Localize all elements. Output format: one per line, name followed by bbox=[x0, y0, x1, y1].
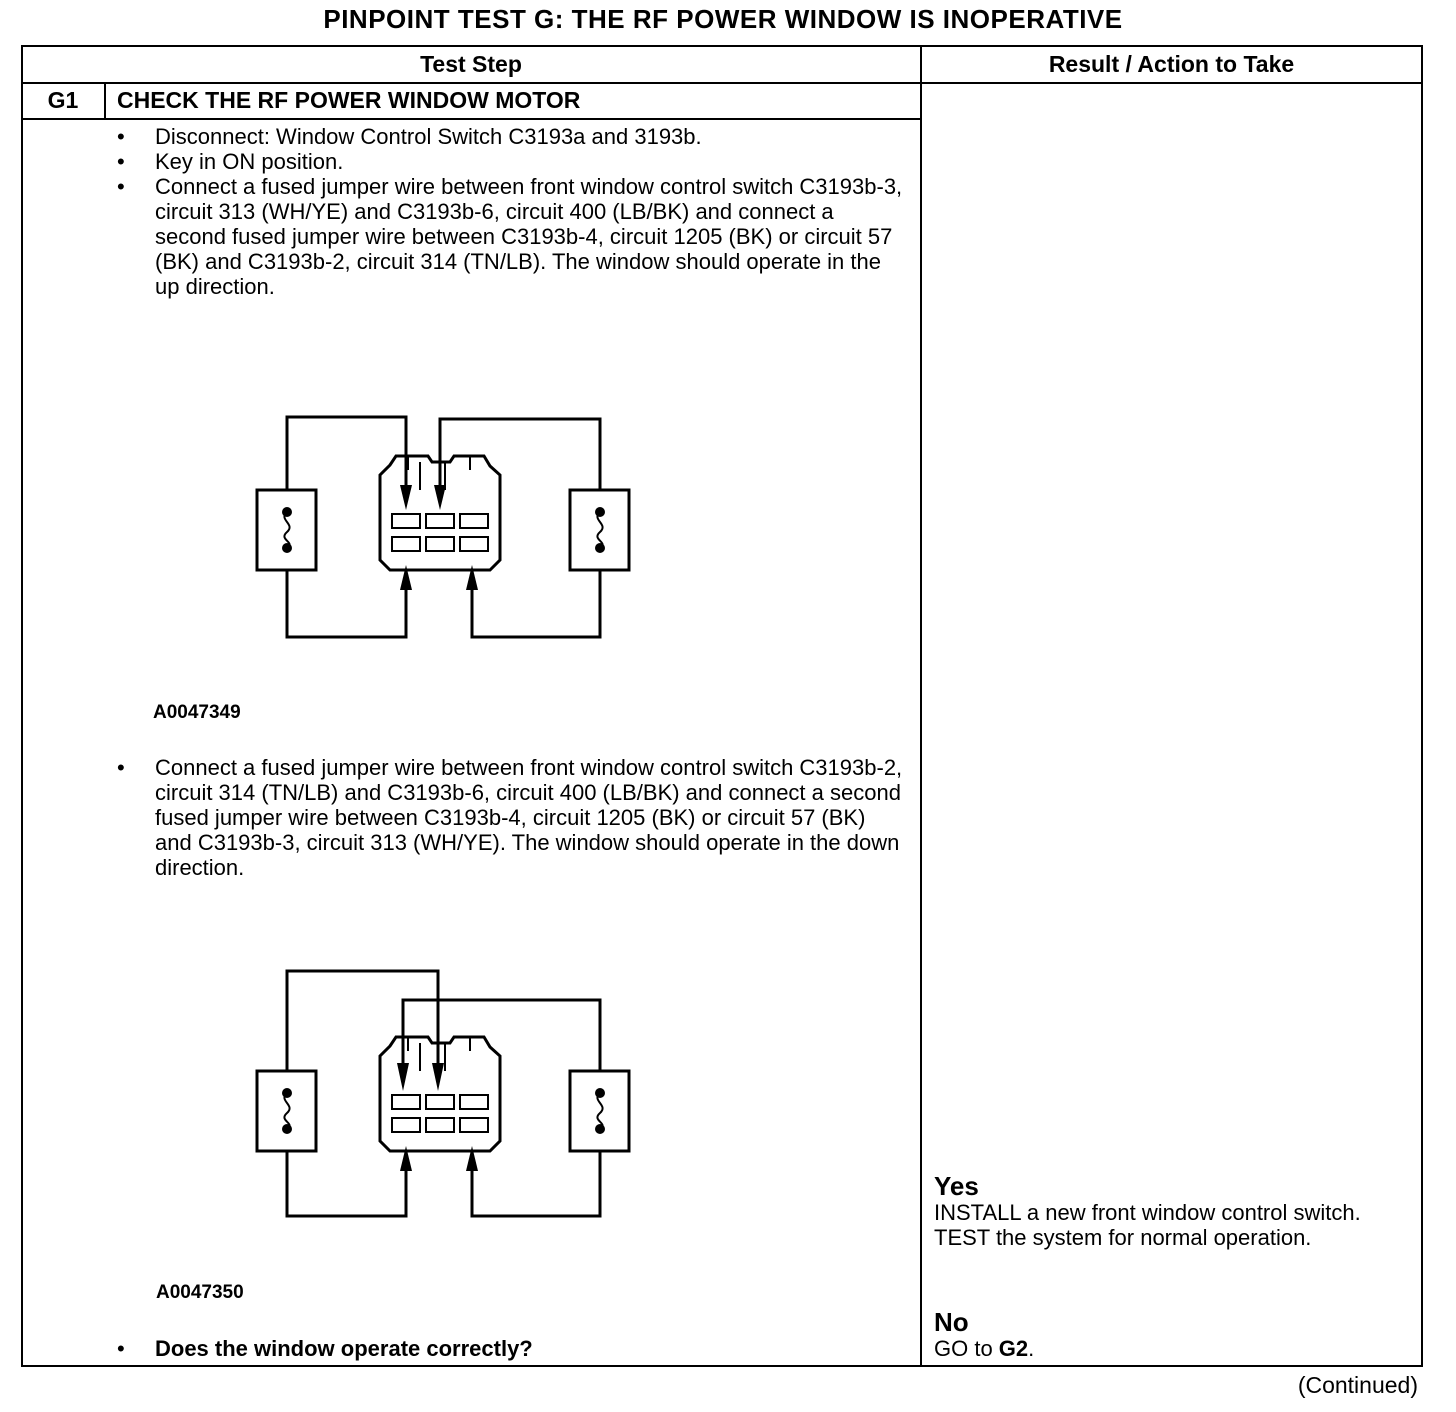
list-item: • Key in ON position. bbox=[117, 149, 344, 174]
goto-link[interactable]: G2 bbox=[998, 1336, 1029, 1361]
figure-label: A0047350 bbox=[156, 1282, 244, 1303]
bullet-icon: • bbox=[117, 174, 125, 199]
fuse-icon bbox=[257, 490, 316, 570]
result-yes bbox=[934, 1172, 1404, 1250]
wiring-diagram-down bbox=[250, 963, 640, 1223]
bullet-icon: • bbox=[117, 149, 125, 174]
header-result: Result / Action to Take bbox=[1048, 51, 1295, 77]
bullet-icon: • bbox=[117, 1336, 125, 1361]
bullet-list-b bbox=[115, 755, 905, 880]
fuse-icon bbox=[257, 1071, 316, 1151]
list-item: • Disconnect: Window Control Switch C3193a and 3193b. bbox=[117, 124, 702, 149]
list-item: • Does the window operate correctly? bbox=[117, 1336, 533, 1361]
result-yes-label: Yes bbox=[934, 1171, 979, 1201]
continued-note: (Continued) bbox=[1297, 1372, 1418, 1398]
result-no-text: GO to G2. bbox=[934, 1336, 1035, 1361]
figure-label: A0047349 bbox=[153, 702, 241, 723]
wiring-diagram-up bbox=[250, 410, 640, 650]
bullet-list-a bbox=[115, 124, 905, 299]
list-item: • Connect a fused jumper wire between front window control switch C3193b-2, circuit 314 (TN/LB) and C3193b-6, circuit 400 (LB/BK) and connect a second fused jumper wire between C3193b-4, circuit 1205 (BK) or circuit 57 (BK) and C3193b-3, circuit 313 (WH/YE). The window should operate in the down direction. bbox=[117, 755, 903, 880]
probe-arrow-icon bbox=[434, 485, 446, 510]
page-title: PINPOINT TEST G: THE RF POWER WINDOW IS INOPERATIVE bbox=[323, 4, 1123, 34]
probe-arrow-icon bbox=[432, 1063, 444, 1091]
step-id: G1 bbox=[47, 87, 79, 113]
result-yes-text: INSTALL a new front window control switch. TEST the system for normal operation. bbox=[934, 1200, 1361, 1250]
fuse-icon bbox=[570, 1071, 629, 1151]
bullet-icon: • bbox=[117, 755, 125, 780]
result-no-label: No bbox=[934, 1307, 969, 1337]
result-no bbox=[934, 1308, 1404, 1361]
header-test-step: Test Step bbox=[420, 51, 522, 77]
list-item: • Connect a fused jumper wire between front window control switch C3193b-3, circuit 313 (WH/YE) and C3193b-6, circuit 400 (LB/BK) and connect a second fused jumper wire between C3193b-4, circuit 1205 (BK) or circuit 57 (BK) and C3193b-2, circuit 314 (TN/LB). The window should operate in the up direction. bbox=[117, 174, 903, 299]
question bbox=[115, 1336, 905, 1361]
step-title: CHECK THE RF POWER WINDOW MOTOR bbox=[117, 87, 581, 113]
probe-arrow-icon bbox=[397, 1063, 409, 1091]
bullet-icon: • bbox=[117, 124, 125, 149]
probe-arrow-icon bbox=[400, 485, 412, 510]
fuse-icon bbox=[570, 490, 629, 570]
